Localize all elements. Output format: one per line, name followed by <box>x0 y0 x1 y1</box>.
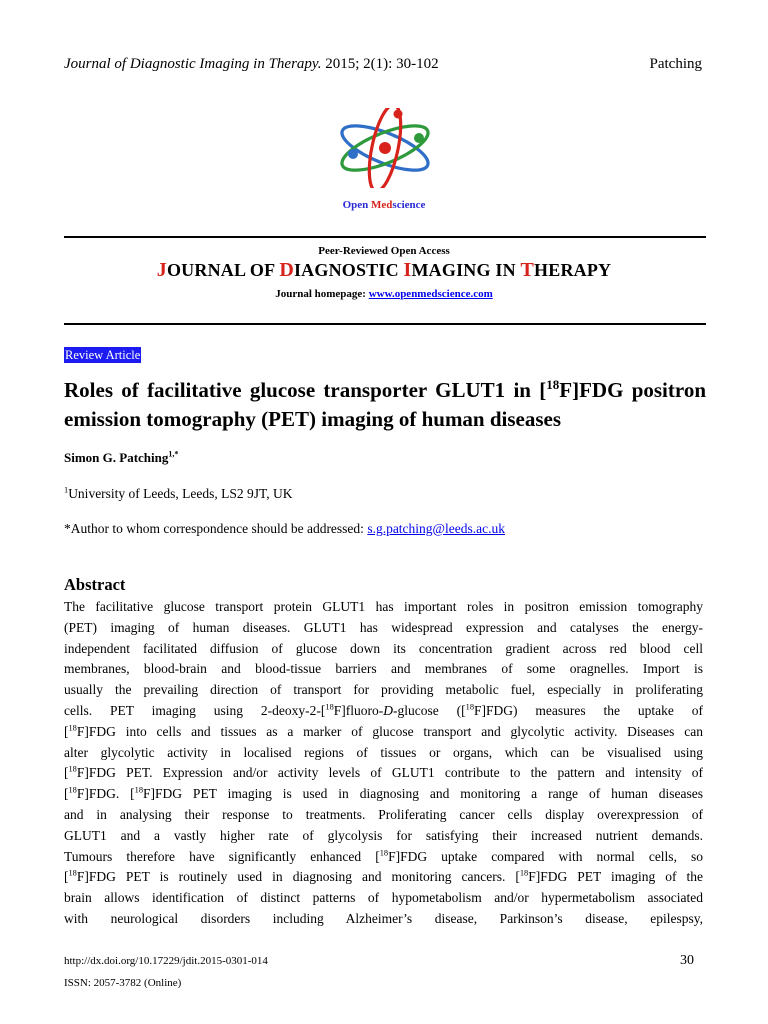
author-line: Simon G. Patching$^{1,*}$ <box>64 449 179 465</box>
abstract-heading: Abstract <box>64 575 126 594</box>
footer-issn: ISSN: 2057-3782 (Online) <box>64 977 182 989</box>
abstract-line: (PET) imaging of human diseases. GLUT1 has widespread expression and catalyses the energy- <box>64 619 703 635</box>
abstract-line: independent facilitated diffusion of glucose down its concentration gradient across red blood cell <box>64 640 703 656</box>
affiliation: $^1$University of Leeds, Leeds, LS2 9JT, UK <box>64 485 293 501</box>
abstract-line: Tumours therefore have significantly enhanced [$^{18}$F]FDG uptake compared with normal cells, so <box>64 848 704 864</box>
masthead-bottom-rule <box>64 323 706 325</box>
journal-homepage: Journal homepage: www.openmedscience.com <box>275 288 493 300</box>
journal-homepage-link[interactable]: www.openmedscience.com <box>368 288 493 300</box>
open-medscience-atom-logo-icon <box>335 108 435 188</box>
abstract-line: GLUT1 and a vastly higher rate of glycolysis for satisfying their increased nutrient demands. <box>64 827 703 843</box>
abstract-line: and in analysing their response to treatments. Proliferating cancer cells display overexpression of <box>64 806 703 822</box>
running-head <box>64 55 702 73</box>
abstract-line: [$^{18}$F]FDG into cells and tissues as a marker of glucose transport and glycolytic activity. Diseases can <box>64 723 703 739</box>
masthead-top-rule <box>64 236 706 238</box>
running-head-author: Patching <box>649 56 702 72</box>
journal-masthead-title: JOURNAL OF DIAGNOSTIC IMAGING IN THERAPY <box>156 259 612 281</box>
abstract-line: [$^{18}$F]FDG. [$^{18}$F]FDG PET imaging is used in diagnosing and monitoring a range of human diseases <box>64 785 703 802</box>
abstract-line: cells. PET imaging using 2-deoxy-2-[$^{18}$F]fluoro-D-glucose ([$^{18}$F]FDG) measures the uptake of <box>64 702 704 718</box>
correspondence: *Author to whom correspondence should be addressed: s.g.patching@leeds.ac.uk <box>64 521 505 536</box>
abstract-line: [$^{18}$F]FDG PET is routinely used in diagnosing and monitoring cancers. [$^{18}$F]FDG PET imaging of the <box>64 868 703 885</box>
abstract-line: brain allows identification of distinct patterns of hypometabolism and/or hypermetabolism associated <box>64 890 703 906</box>
abstract-line: [$^{18}$F]FDG PET. Expression and/or activity levels of GLUT1 contribute to the pattern and intensity of <box>64 764 703 781</box>
abstract-line: alter glycolytic activity in localised regions of tissues or organs, which can be visualised using <box>64 744 703 760</box>
abstract-body <box>64 597 703 930</box>
running-head-citation: Journal of Diagnostic Imaging in Therapy. 2015; 2(1): 30-102 <box>64 56 439 72</box>
publisher-name <box>0 199 768 212</box>
peer-review-label: Peer-Reviewed Open Access <box>318 245 450 257</box>
publisher-med: Med <box>371 199 393 211</box>
correspondence-email-link[interactable]: s.g.patching@leeds.ac.uk <box>367 521 505 536</box>
publisher-open: Open <box>342 199 372 211</box>
page-number: 30 <box>680 953 694 968</box>
footer-doi: http://dx.doi.org/10.17229/jdit.2015-0301-014 <box>64 955 268 967</box>
abstract-line: The facilitative glucose transport protein GLUT1 has important roles in positron emission tomography <box>64 599 703 614</box>
publisher-science: science <box>392 199 426 211</box>
abstract-line: usually the prevailing direction of transport for providing metabolic fuel, especially in proliferating <box>64 682 703 698</box>
abstract-line: membranes, blood-brain and blood-tissue barriers and membranes of some oragnelles. Import is <box>64 661 703 677</box>
article-title: Roles of facilitative glucose transporter GLUT1 in [$^{18}$F]FDG positron emission tomography (PET) imaging of human diseases <box>64 377 707 431</box>
abstract-line: with neurological disorders including Alzheimer’s disease, Parkinson’s disease, epilespsy, <box>64 910 703 926</box>
article-type-badge: Review Article <box>65 348 141 362</box>
